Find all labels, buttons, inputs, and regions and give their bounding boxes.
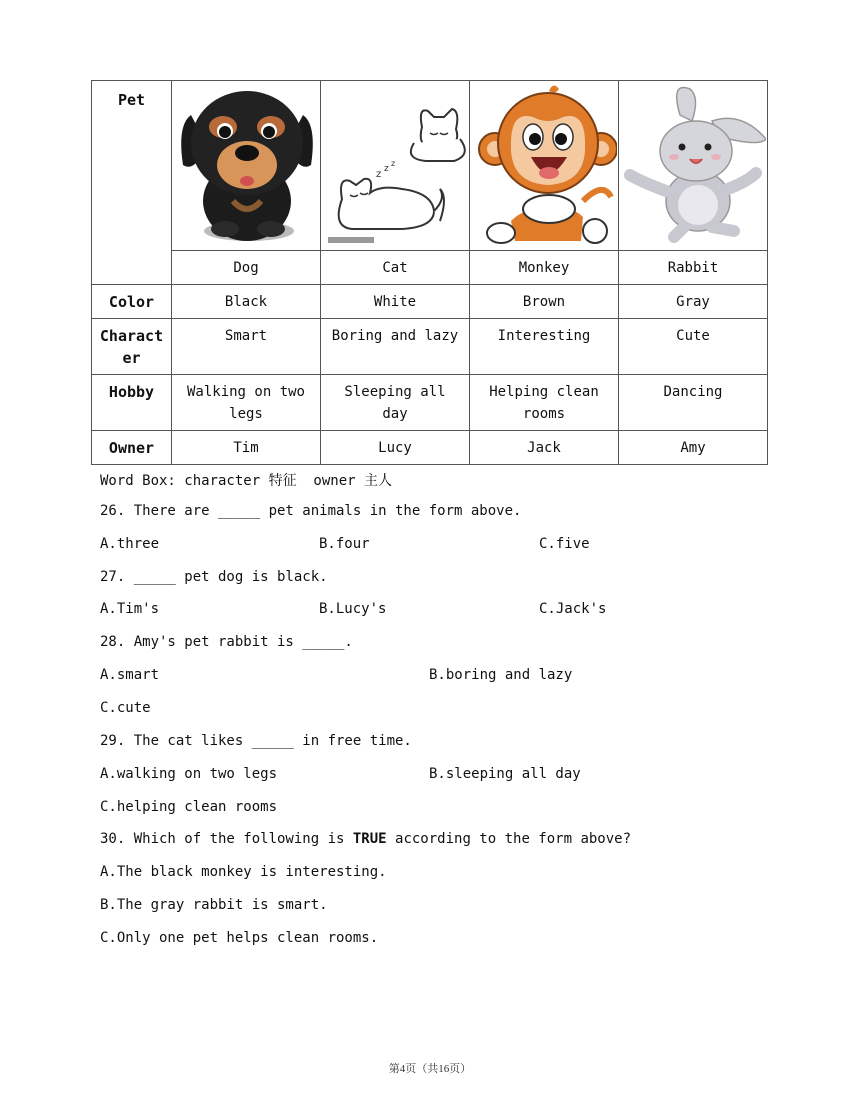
hobby-row-header: Hobby	[92, 375, 172, 431]
hobby-monkey-line2: rooms	[522, 406, 566, 422]
pet-name-cat: Cat	[321, 251, 470, 285]
character-label-line2: er	[122, 349, 141, 367]
question-26-option-b: B.four	[319, 536, 370, 552]
question-28-option-c: C.cute	[100, 700, 151, 716]
question-28-stem: 28. Amy's pet rabbit is _____.	[100, 634, 353, 650]
character-dog: Smart	[172, 319, 321, 375]
character-row-header	[92, 319, 172, 375]
svg-text:z: z	[391, 159, 396, 168]
question-27-stem: 27. _____ pet dog is black.	[100, 569, 328, 585]
question-26-option-c: C.five	[539, 536, 590, 552]
question-29-option-c: C.helping clean rooms	[100, 799, 278, 815]
hobby-rabbit	[619, 375, 768, 431]
hobby-cat-line1: Sleeping all	[344, 384, 446, 400]
question-28-option-a: A.smart	[100, 667, 160, 683]
question-26-stem: 26. There are _____ pet animals in the form above.	[100, 503, 522, 519]
owner-cat: Lucy	[321, 431, 470, 465]
pet-name-monkey: Monkey	[470, 251, 619, 285]
character-rabbit: Cute	[619, 319, 768, 375]
rabbit-picture	[620, 81, 766, 245]
question-30-stem-pre: 30. Which of the following is	[100, 831, 353, 847]
hobby-dog	[172, 375, 321, 431]
color-dog: Black	[172, 285, 321, 319]
question-27-option-b: B.Lucy's	[319, 601, 387, 617]
question-30-stem-post: according to the form above?	[386, 831, 632, 847]
character-monkey: Interesting	[470, 319, 619, 375]
cat-picture-cell	[321, 81, 470, 251]
character-label-line1: Charact	[99, 327, 164, 345]
question-28-option-b: B.boring and lazy	[429, 667, 573, 683]
color-monkey: Brown	[470, 285, 619, 319]
pet-name-dog: Dog	[172, 251, 321, 285]
hobby-rabbit-line1: Dancing	[663, 384, 723, 400]
question-30-option-a: A.The black monkey is interesting.	[100, 864, 387, 880]
monkey-picture	[471, 81, 617, 245]
question-29-option-a: A.walking on two legs	[100, 766, 278, 782]
page-footer: 第4页（共16页）	[388, 1063, 472, 1075]
owner-rabbit: Amy	[619, 431, 768, 465]
question-29-option-b: B.sleeping all day	[429, 766, 581, 782]
owner-dog: Tim	[172, 431, 321, 465]
svg-text:z: z	[376, 169, 382, 180]
dog-picture	[173, 81, 319, 245]
owner-monkey: Jack	[470, 431, 619, 465]
owner-row-header: Owner	[92, 431, 172, 465]
hobby-cat-line2: day	[382, 406, 408, 422]
hobby-cat	[321, 375, 470, 431]
question-30-stem-bold: TRUE	[352, 831, 387, 847]
svg-text:z: z	[384, 164, 389, 174]
question-30-stem	[100, 831, 631, 847]
pet-info-table	[91, 80, 768, 465]
pet-row-header: Pet	[92, 81, 172, 285]
cat-picture	[322, 81, 468, 245]
word-box: Word Box: character 特征 owner 主人	[100, 473, 393, 489]
question-27-option-a: A.Tim's	[100, 601, 160, 617]
question-27-option-c: C.Jack's	[539, 601, 607, 617]
rabbit-picture-cell	[619, 81, 768, 251]
pet-name-rabbit: Rabbit	[619, 251, 768, 285]
color-rabbit: Gray	[619, 285, 768, 319]
character-cat: Boring and lazy	[321, 319, 470, 375]
hobby-monkey-line1: Helping clean	[489, 384, 599, 400]
dog-picture-cell	[172, 81, 321, 251]
question-29-stem: 29. The cat likes _____ in free time.	[100, 733, 412, 749]
question-30-option-b: B.The gray rabbit is smart.	[100, 897, 328, 913]
question-30-option-c: C.Only one pet helps clean rooms.	[100, 930, 379, 946]
hobby-monkey	[470, 375, 619, 431]
monkey-picture-cell	[470, 81, 619, 251]
color-cat: White	[321, 285, 470, 319]
question-26-option-a: A.three	[100, 536, 160, 552]
hobby-dog-line1: Walking on two	[186, 384, 305, 400]
hobby-dog-line2: legs	[229, 406, 263, 422]
color-row-header: Color	[92, 285, 172, 319]
